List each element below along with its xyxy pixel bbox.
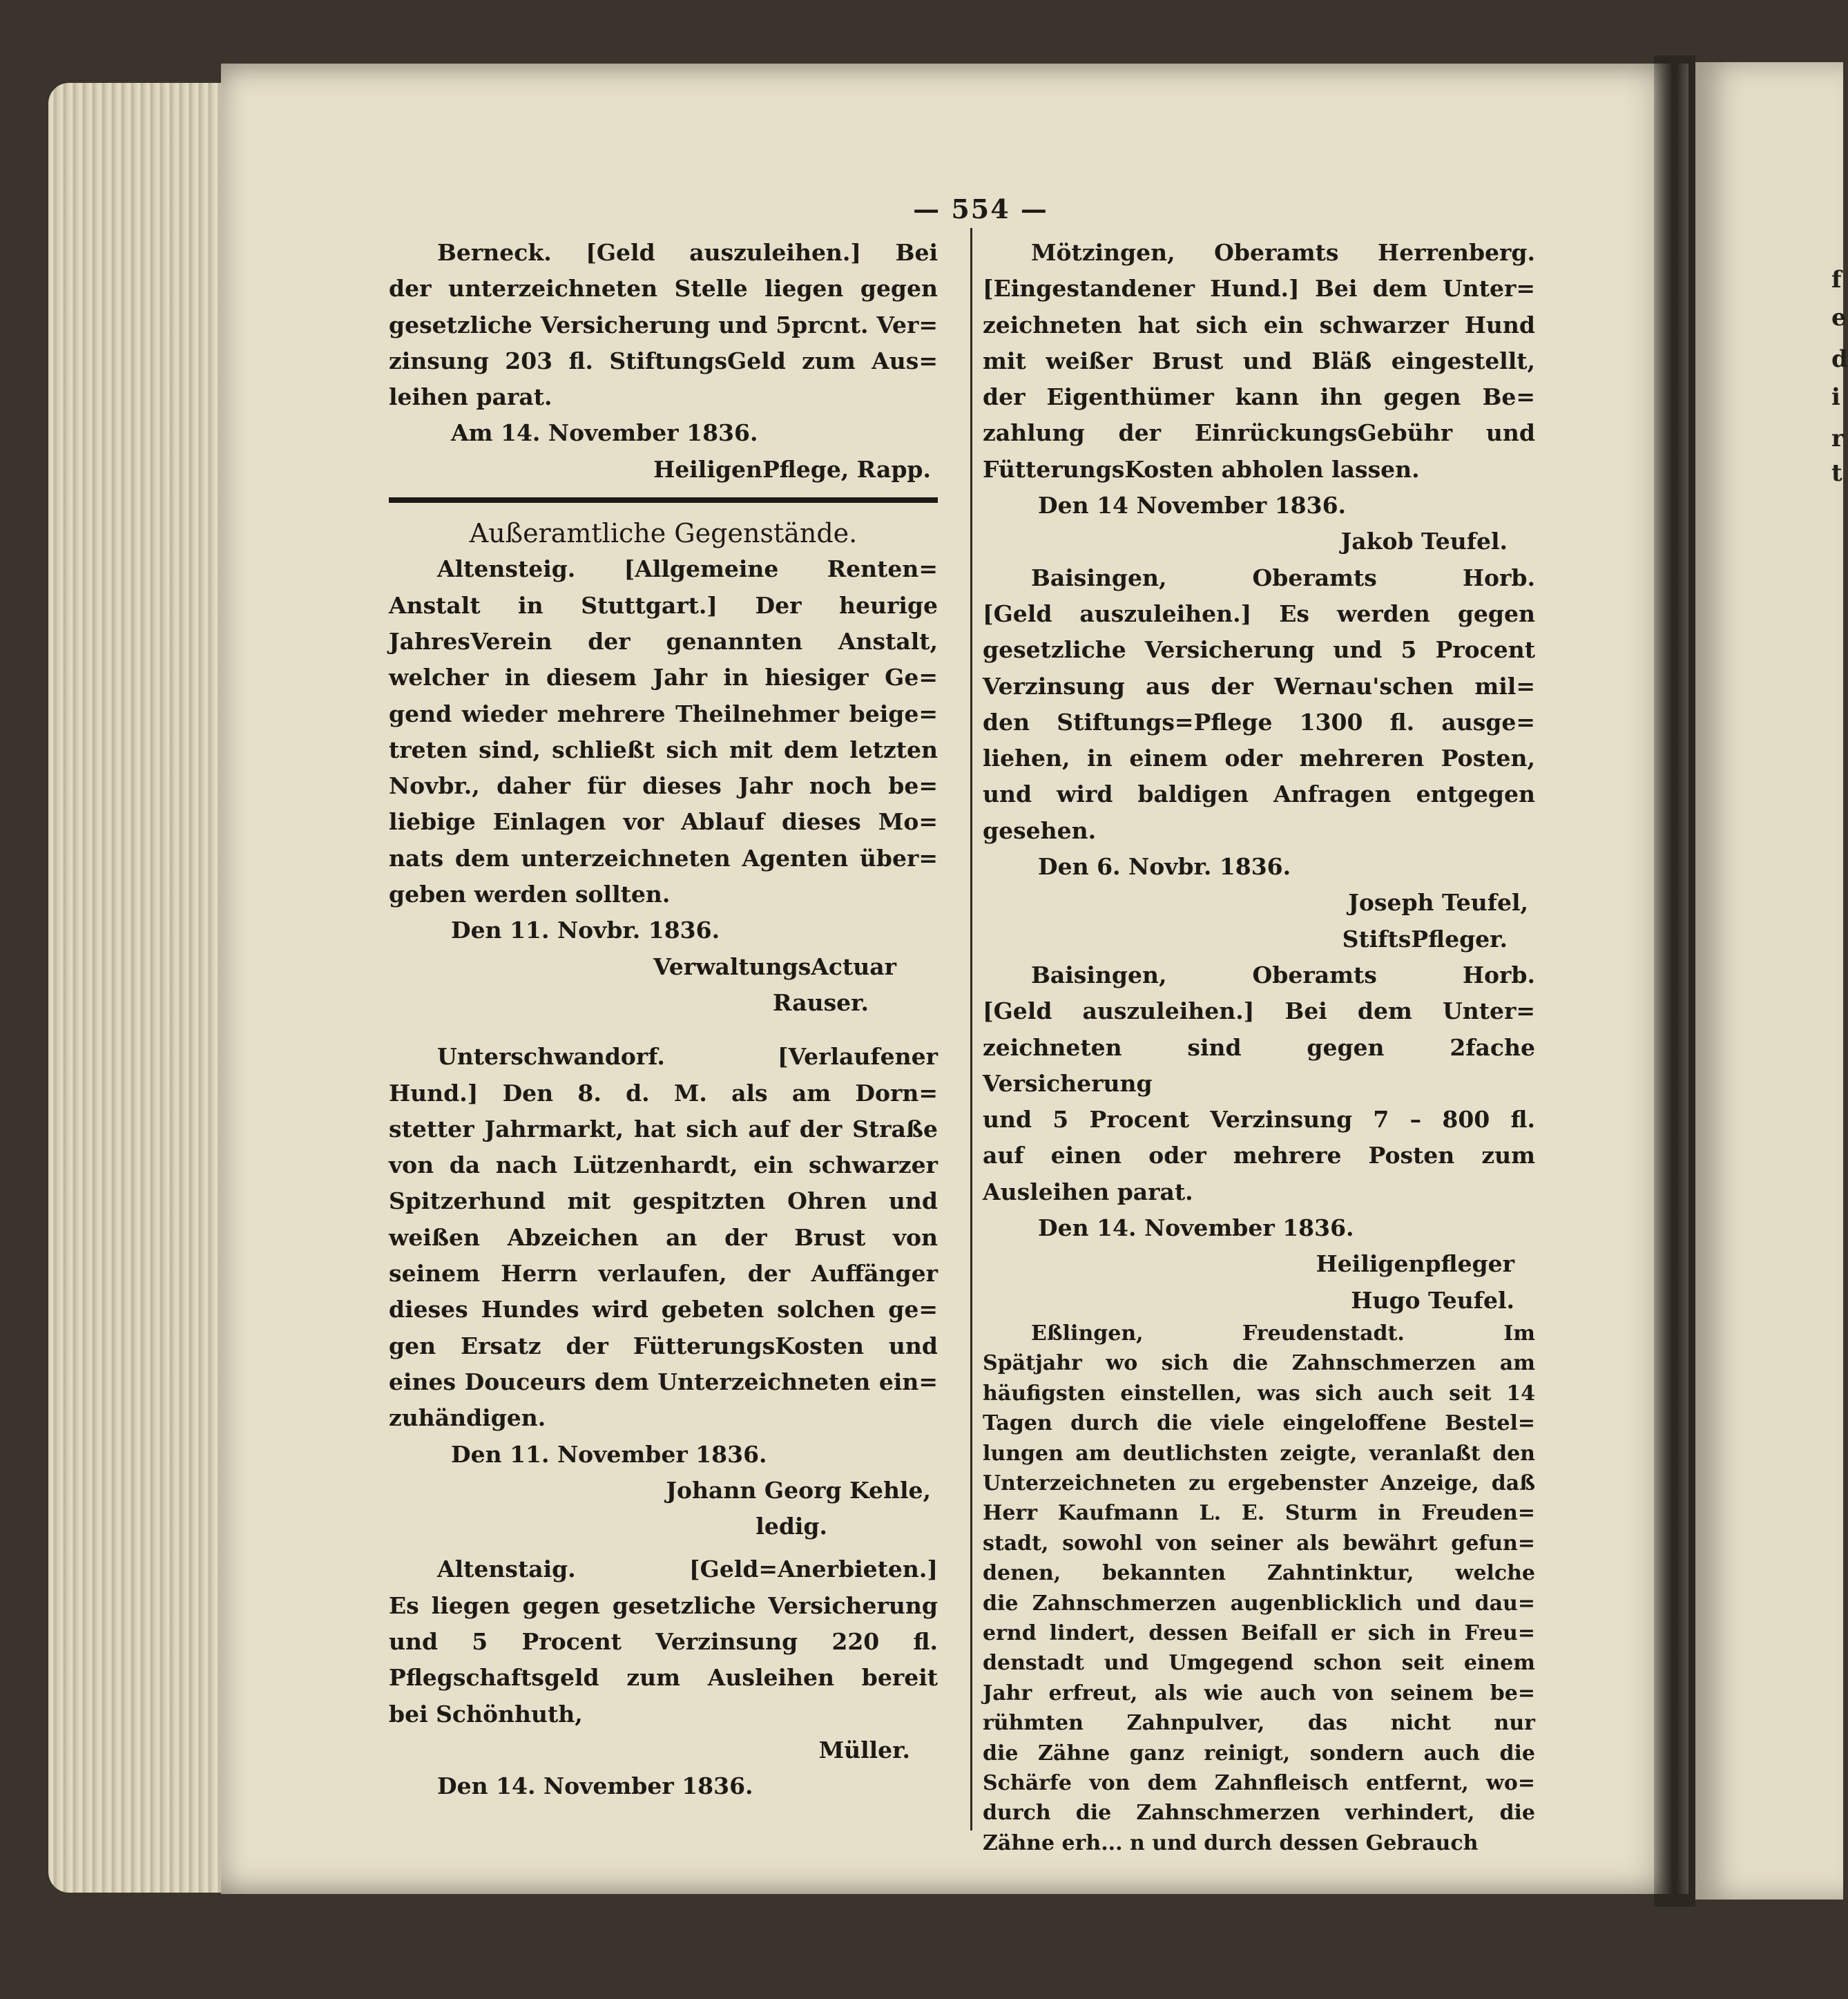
notice-altensteig-rentenanstalt xyxy=(389,551,938,1021)
column-divider xyxy=(970,228,972,1830)
text-line: Verzinsung aus der Wernau'schen mil= xyxy=(983,672,1535,700)
text-line: gesetzliche Versicherung und 5 Procent xyxy=(983,636,1535,664)
text-line: der Eigenthümer kann ihn gegen Be= xyxy=(983,383,1535,411)
text-line: Ausleihen parat. xyxy=(983,1178,1193,1205)
text-line: Baisingen, Oberamts Horb. xyxy=(1031,961,1535,988)
text-line: Jahr erfreut, als wie auch von seinem be= xyxy=(983,1681,1535,1705)
text-line: Altensteig. [Allgemeine Renten= xyxy=(437,555,938,583)
text-line: FütterungsKosten abholen lassen. xyxy=(983,455,1420,483)
right-column xyxy=(983,235,1535,1858)
facing-page-letter: d xyxy=(1831,345,1848,373)
text-line: leihen parat. xyxy=(389,383,552,411)
text-line: seinem Herrn verlaufen, der Auffänger xyxy=(389,1260,938,1288)
notice-date: Den 11. November 1836. xyxy=(451,1440,767,1468)
text-line: liebige Einlagen vor Ablauf dieses Mo= xyxy=(389,808,938,836)
facing-page-letter: e xyxy=(1831,304,1847,332)
text-line: Altenstaig. [Geld=Anerbieten.] xyxy=(437,1556,938,1583)
notice-date: Den 11. Novbr. 1836. xyxy=(451,917,720,944)
text-line: Baisingen, Oberamts Horb. xyxy=(1031,564,1535,591)
text-line: Hund.] Den 8. d. M. als am Dorn= xyxy=(389,1079,938,1107)
notice-signature: VerwaltungsActuar xyxy=(653,953,896,980)
notice-signature: HeiligenPflege, Rapp. xyxy=(653,455,931,483)
notice-baisingen-2fache xyxy=(983,957,1535,1319)
text-line: bei Schönhuth, xyxy=(389,1700,583,1728)
text-line: [Eingestandener Hund.] Bei dem Unter= xyxy=(983,275,1535,303)
text-line: nats dem unterzeichneten Agenten über= xyxy=(389,844,938,872)
notice-date: Den 14. November 1836. xyxy=(437,1772,753,1800)
notice-signature: Hugo Teufel. xyxy=(1351,1286,1514,1314)
text-line: gend wieder mehrere Theilnehmer beige= xyxy=(389,700,938,727)
text-line: ernd lindert, dessen Beifall er sich in Freu= xyxy=(983,1620,1535,1645)
text-line: zuhändigen. xyxy=(389,1404,546,1432)
notice-body xyxy=(389,551,938,912)
text-line: zeichneten hat sich ein schwarzer Hund xyxy=(983,311,1535,338)
text-line: Unterzeichneten zu ergebenster Anzeige, daß xyxy=(983,1471,1535,1495)
text-line: treten sind, schließt sich mit dem letzten xyxy=(389,736,938,763)
notice-esslingen xyxy=(983,1319,1535,1858)
text-line: welcher in diesem Jahr in hiesiger Ge= xyxy=(389,664,938,691)
text-line: Berneck. [Geld auszuleihen.] Bei xyxy=(437,239,938,266)
page-number: — 554 — xyxy=(913,193,1048,224)
text-line: auf einen oder mehrere Posten zum xyxy=(983,1142,1535,1169)
facing-page-letter: t xyxy=(1831,459,1842,487)
section-heading: Außeramtliche Gegenstände. xyxy=(469,518,858,549)
text-line: denen, bekannten Zahntinktur, welche xyxy=(983,1561,1535,1586)
text-line: Unterschwandorf. [Verlaufener xyxy=(437,1043,938,1071)
text-line: gen Ersatz der FütterungsKosten und xyxy=(389,1332,938,1359)
notice-signature: Johann Georg Kehle, xyxy=(666,1476,931,1504)
facing-page xyxy=(1695,62,1843,1900)
notice-body xyxy=(983,1319,1535,1858)
text-line: Herr Kaufmann L. E. Sturm in Freuden= xyxy=(983,1501,1535,1526)
text-line: Spätjahr wo sich die Zahnschmerzen am xyxy=(983,1351,1535,1376)
text-line: zinsung 203 fl. StiftungsGeld zum Aus= xyxy=(389,347,938,374)
text-line: Novbr., daher für dieses Jahr noch be= xyxy=(389,772,938,800)
text-line: [Geld auszuleihen.] Bei dem Unter= xyxy=(983,997,1535,1025)
notice-signature: Jakob Teufel. xyxy=(1340,528,1508,555)
text-line: die Zähne ganz reinigt, sondern auch die xyxy=(983,1741,1535,1766)
notice-body xyxy=(389,1039,938,1436)
notice-signature: Joseph Teufel, xyxy=(1348,889,1528,917)
text-line: von da nach Lützenhardt, ein schwarzer xyxy=(389,1151,938,1179)
text-line: Mötzingen, Oberamts Herrenberg. xyxy=(1031,239,1535,266)
notice-altensteig-geld xyxy=(389,1551,938,1804)
text-line: den Stiftungs=Pflege 1300 fl. ausge= xyxy=(983,708,1535,736)
page-edge-stack xyxy=(48,83,235,1893)
text-line: zahlung der EinrückungsGebühr und xyxy=(983,419,1535,447)
text-line: rühmten Zahnpulver, das nicht nur xyxy=(983,1711,1535,1736)
text-line: Es liegen gegen gesetzliche Versicherung xyxy=(389,1591,938,1619)
text-line: und wird baldigen Anfragen entgegen xyxy=(983,781,1535,808)
text-line: die Zahnschmerzen augenblicklich und dau= xyxy=(983,1591,1535,1616)
text-line: geben werden sollten. xyxy=(389,881,671,908)
notice-body xyxy=(389,1551,938,1732)
text-line: gesehen. xyxy=(983,816,1097,844)
text-line: Tagen durch die viele eingeloffene Bestel= xyxy=(983,1411,1535,1436)
text-line: [Geld auszuleihen.] Es werden gegen xyxy=(983,600,1535,627)
notice-unterschwandorf xyxy=(389,1039,938,1544)
text-line: Schärfe von dem Zahnfleisch entfernt, wo= xyxy=(983,1771,1535,1795)
text-line: stadt, sowohl von seiner als bewährt gefun= xyxy=(983,1531,1535,1556)
notice-date: Den 14. November 1836. xyxy=(1038,1214,1354,1242)
text-line: JahresVerein der genannten Anstalt, xyxy=(389,627,938,655)
text-line: Spitzerhund mit gespitzten Ohren und xyxy=(389,1187,938,1215)
text-line: weißen Abzeichen an der Brust von xyxy=(389,1223,938,1251)
notice-signature-status: ledig. xyxy=(755,1513,827,1540)
book-gutter xyxy=(1654,55,1695,1906)
text-line: gesetzliche Versicherung und 5prcnt. Ver= xyxy=(389,311,938,338)
notice-body xyxy=(983,560,1535,849)
text-line: dieses Hundes wird gebeten solchen ge= xyxy=(389,1296,938,1323)
notice-baisingen-wernau xyxy=(983,560,1535,957)
text-line: Eßlingen, Freudenstadt. Im xyxy=(1031,1321,1535,1346)
text-line: und 5 Procent Verzinsung 7 – 800 fl. xyxy=(983,1106,1535,1134)
text-line: und 5 Procent Verzinsung 220 fl. xyxy=(389,1627,938,1655)
text-line: mit weißer Brust und Bläß eingestellt, xyxy=(983,347,1535,374)
notice-berneck xyxy=(389,235,938,488)
text-line: Anstalt in Stuttgart.] Der heurige xyxy=(389,591,938,619)
text-line: Pflegschaftsgeld zum Ausleihen bereit xyxy=(389,1664,938,1692)
facing-page-letter: f xyxy=(1831,266,1842,294)
notice-body xyxy=(983,957,1535,1210)
notice-signature: Müller. xyxy=(818,1736,910,1763)
notice-signature-title: StiftsPfleger. xyxy=(1342,925,1508,953)
notice-moetzingen xyxy=(983,235,1535,560)
text-line: häufigsten einstellen, was sich auch seit 14 xyxy=(983,1381,1535,1406)
text-line: durch die Zahnschmerzen verhindert, die xyxy=(983,1801,1535,1826)
notice-body xyxy=(983,235,1535,488)
text-line: stetter Jahrmarkt, hat sich auf der Straße xyxy=(389,1115,938,1142)
section-rule xyxy=(389,497,938,503)
text-line: denstadt und Umgegend schon seit einem xyxy=(983,1651,1535,1676)
facing-page-letter: i xyxy=(1831,383,1840,411)
text-line: Zähne erh... n und durch dessen Gebrauch xyxy=(983,1830,1479,1855)
notice-date: Den 6. Novbr. 1836. xyxy=(1038,853,1291,881)
left-column xyxy=(389,235,938,1804)
text-line: zeichneten sind gegen 2fache Versicherung xyxy=(983,1033,1535,1097)
text-line: liehen, in einem oder mehreren Posten, xyxy=(983,745,1535,772)
text-line: lungen am deutlichsten zeigte, veranlaßt den xyxy=(983,1441,1535,1466)
notice-body xyxy=(389,235,938,415)
notice-date: Den 14 November 1836. xyxy=(1038,492,1347,519)
notice-signature-title: Heiligenpfleger xyxy=(1316,1250,1514,1278)
facing-page-letter: r xyxy=(1831,425,1844,452)
text-line: der unterzeichneten Stelle liegen gegen xyxy=(389,275,938,303)
text-line: eines Douceurs dem Unterzeichneten ein= xyxy=(389,1368,938,1395)
notice-date: Am 14. November 1836. xyxy=(451,419,758,447)
notice-signature-name: Rauser. xyxy=(773,988,869,1016)
